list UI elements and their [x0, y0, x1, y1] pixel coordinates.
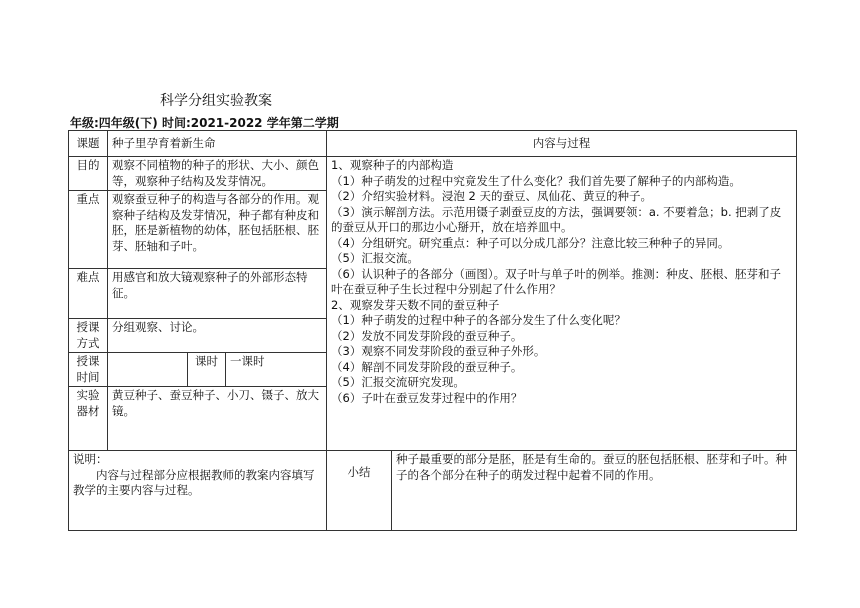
- material-text: 黄豆种子、蚕豆种子、小刀、镊子、放大镜。: [108, 387, 327, 451]
- process-line: （5）汇报交流研究发现。: [331, 375, 465, 389]
- difficulty-label: 难点: [69, 269, 108, 319]
- note-text: 内容与过程部分应根据教师的教案内容填写教学的主要内容与过程。: [73, 467, 315, 497]
- process-line: （6）子叶在蚕豆发芽过程中的作用？: [331, 390, 523, 405]
- process-line: （1）种子萌发的过程中究竟发生了什么变化？我们首先要了解种子的内部构造。: [331, 173, 741, 188]
- process-line: （6）认识种子的各部分（画图）。双子叶与单子叶的例举。推测：种皮、胚根、胚芽和子叶在蚕豆种子生长过程中分别起了什么作用？: [331, 266, 782, 296]
- goal-label: 目的: [69, 157, 108, 191]
- process-line: （3）观察不同发芽阶段的蚕豆种子外形。: [331, 344, 546, 358]
- process-cell: [327, 157, 797, 451]
- document-title: 科学分组实验教案: [160, 93, 272, 109]
- lesson-plan-table: [68, 130, 797, 531]
- note-cell: [69, 451, 327, 531]
- note-title: 说明：: [73, 452, 108, 466]
- process-line: 1、观察种子的内部构造: [331, 158, 454, 172]
- grade-time-line: 年级:四年级(下) 时间:2021-2022 学年第二学期: [70, 116, 339, 130]
- process-line: （4）解剖不同发芽阶段的蚕豆种子。: [331, 359, 523, 374]
- summary-text: 种子最重要的部分是胚，胚是有生命的。蚕豆的胚包括胚根、胚芽和子叶。种子的各个部分在种子的萌发过程中起着不同的作用。: [392, 451, 797, 531]
- goal-text: 观察不同植物的种子的形状、大小、颜色等，观察种子结构及发芽情况。: [108, 157, 327, 191]
- process-line: （1）种子萌发的过程中种子的各部分发生了什么变化呢？: [331, 313, 626, 327]
- process-line: （3）演示解剖方法。示范用镊子剥蚕豆皮的方法，强调要领：a. 不要着急；b. 把剥了皮的蚕豆从开口的那边小心掰开，放在培养皿中。: [331, 204, 782, 234]
- method-label: 授课方式: [69, 319, 108, 353]
- method-text: 分组观察、讨论。: [108, 319, 327, 353]
- hours-label: 课时: [188, 353, 226, 387]
- time-label: 授课时间: [69, 353, 108, 387]
- material-label: 实验器材: [69, 387, 108, 451]
- key-label: 重点: [69, 191, 108, 269]
- difficulty-text: 用感官和放大镜观察种子的外部形态特征。: [108, 269, 327, 319]
- process-line: （4）分组研究。研究重点：种子可以分成几部分？注意比较三种种子的异同。: [331, 235, 730, 250]
- topic-value: 种子里孕育着新生命: [108, 131, 327, 157]
- content-header: 内容与过程: [327, 131, 797, 157]
- process-line: 2、观察发芽天数不同的蚕豆种子: [331, 297, 500, 312]
- summary-label: 小结: [327, 451, 392, 531]
- process-line: （2）介绍实验材料。浸泡 2 天的蚕豆、凤仙花、黄豆的种子。: [331, 189, 652, 203]
- process-line: （2）发放不同发芽阶段的蚕豆种子。: [331, 328, 523, 343]
- time-value: [108, 353, 188, 387]
- process-line: （5）汇报交流。: [331, 251, 419, 265]
- hours-value: 一课时: [226, 353, 327, 387]
- topic-label: 课题: [69, 131, 108, 157]
- key-text: 观察蚕豆种子的构造与各部分的作用。观察种子结构及发芽情况，种子都有种皮和胚，胚是新植物的幼体，胚包括胚根、胚芽、胚轴和子叶。: [108, 191, 327, 269]
